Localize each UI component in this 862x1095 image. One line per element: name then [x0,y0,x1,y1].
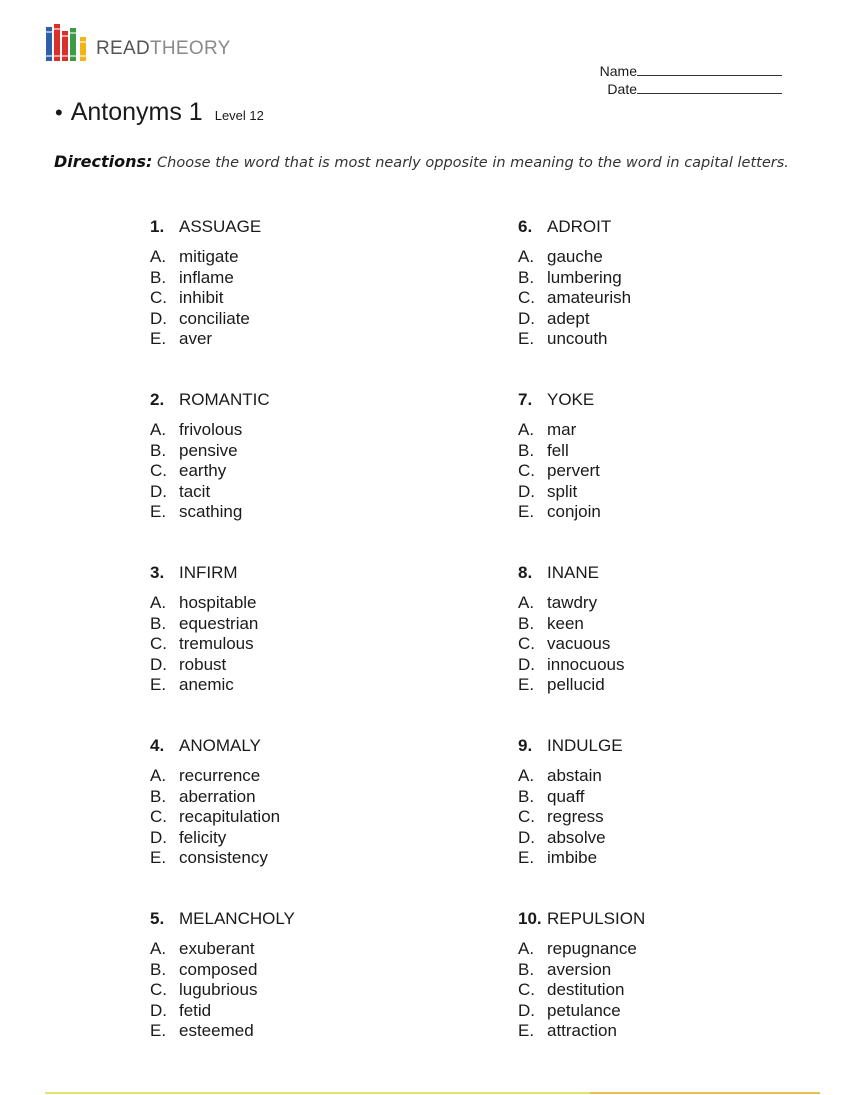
page-title [55,98,264,127]
option-text: earthy [179,461,227,480]
name-field[interactable]: Name [600,62,782,80]
answer-option[interactable] [150,502,450,523]
option-letter: D. [518,481,535,501]
option-text: imbibe [547,848,598,867]
option-text: destitution [547,980,625,999]
option-letter: B. [150,959,167,979]
option-text: fell [547,440,569,460]
option-text: conciliate [179,308,250,328]
option-letter: D. [150,827,167,847]
option-letter: B. [518,267,535,287]
answer-option[interactable] [518,787,818,808]
option-letter: E. [518,329,535,348]
answer-option[interactable] [150,614,450,635]
answer-option[interactable] [518,960,818,981]
answer-option[interactable] [150,828,450,849]
answer-option[interactable] [150,848,450,869]
answer-option[interactable] [518,420,818,441]
answer-option[interactable] [150,1001,450,1022]
question-word: INANE [547,563,599,582]
option-letter: E. [518,848,535,867]
option-text: mitigate [179,247,239,266]
option-text: split [547,481,578,501]
answer-option[interactable] [150,655,450,676]
question-word: ANOMALY [179,736,261,755]
answer-option[interactable] [518,288,818,309]
question-block [518,735,818,908]
answer-option[interactable] [150,329,450,350]
option-letter: C. [518,807,535,826]
question-word: ROMANTIC [179,390,270,409]
answer-option[interactable] [150,593,450,614]
option-text: innocuous [547,654,625,674]
option-letter: B. [518,440,535,460]
option-text: composed [179,959,258,979]
option-letter: B. [518,613,535,633]
option-letter: C. [150,288,167,307]
readtheory-logo [46,24,231,61]
option-text: inhibit [179,288,224,307]
name-date-fields [600,62,782,98]
option-letter: A. [150,766,167,785]
option-letter: A. [518,939,535,958]
option-text: petulance [547,1000,621,1020]
question-number: 3. [150,563,165,582]
option-letter: B. [518,959,535,979]
answer-option[interactable] [518,807,818,828]
question-number: 10. [518,909,542,928]
answer-option[interactable] [518,1001,818,1022]
answer-option[interactable] [150,960,450,981]
question-word: ADROIT [547,217,612,236]
option-text: adept [547,308,590,328]
question-number: 9. [518,736,533,755]
option-letter: E. [150,848,167,867]
title-bullet: • [55,100,63,125]
question-word: REPULSION [547,909,646,928]
option-letter: D. [518,308,535,328]
answer-option[interactable] [150,461,450,482]
answer-option[interactable] [518,268,818,289]
answer-option[interactable] [518,675,818,696]
option-text: keen [547,613,584,633]
answer-option[interactable] [150,441,450,462]
option-letter: C. [150,634,167,653]
option-text: absolve [547,827,606,847]
question-number: 4. [150,736,165,755]
option-letter: E. [150,1021,167,1040]
option-letter: A. [150,593,167,612]
option-letter: E. [518,502,535,521]
answer-option[interactable] [518,939,818,960]
option-letter: E. [518,1021,535,1040]
question-header [518,908,818,930]
option-letter: C. [518,288,535,307]
footer-divider [45,1092,820,1094]
books-logo-icon [46,24,86,61]
question-number: 2. [150,390,165,409]
question-header [150,389,450,411]
option-text: repugnance [547,939,637,958]
answer-option[interactable] [150,420,450,441]
option-text: equestrian [179,613,259,633]
option-letter: E. [150,675,167,694]
answer-option[interactable] [150,807,450,828]
option-text: fetid [179,1000,212,1020]
question-block [150,735,450,908]
question-block [150,216,450,389]
answer-option[interactable] [518,1021,818,1042]
answer-option[interactable] [150,309,450,330]
option-text: consistency [179,848,268,867]
question-block [518,216,818,389]
answer-option[interactable] [518,980,818,1001]
option-text: frivolous [179,420,243,439]
option-letter: A. [150,420,167,439]
date-field[interactable]: Date [600,80,782,98]
question-number: 1. [150,217,165,236]
option-text: attraction [547,1021,617,1040]
option-letter: D. [150,308,167,328]
question-block [150,389,450,562]
option-text: tawdry [547,593,598,612]
question-number: 8. [518,563,533,582]
question-header [150,735,450,757]
option-letter: D. [518,654,535,674]
option-text: pellucid [547,675,605,694]
answer-option[interactable] [518,655,818,676]
option-letter: A. [518,247,535,266]
answer-option[interactable] [150,675,450,696]
option-letter: B. [150,440,167,460]
answer-option[interactable] [150,268,450,289]
option-text: exuberant [179,939,255,958]
title-text: Antonyms 1 [70,98,203,126]
answer-option[interactable] [150,1021,450,1042]
option-letter: C. [150,461,167,480]
answer-option[interactable] [150,247,450,268]
option-letter: E. [518,675,535,694]
answer-option[interactable] [518,593,818,614]
question-number: 7. [518,390,533,409]
question-block [518,389,818,562]
answer-option[interactable] [518,482,818,503]
option-text: gauche [547,247,603,266]
option-text: aver [179,329,213,348]
option-letter: A. [518,420,535,439]
option-text: aberration [179,786,256,806]
question-word: YOKE [547,390,595,409]
option-letter: C. [150,807,167,826]
option-letter: C. [518,980,535,999]
option-letter: D. [150,1000,167,1020]
question-word: INFIRM [179,563,238,582]
question-number: 5. [150,909,165,928]
option-text: tacit [179,481,211,501]
question-header [150,908,450,930]
question-header [518,216,818,238]
answer-option[interactable] [150,980,450,1001]
question-header [518,389,818,411]
question-block [150,908,450,1081]
option-text: scathing [179,502,243,521]
option-text: lumbering [547,267,622,287]
answer-option[interactable] [518,614,818,635]
question-block [518,908,818,1081]
option-text: inflame [179,267,234,287]
option-letter: B. [150,613,167,633]
option-letter: D. [150,481,167,501]
option-text: robust [179,654,227,674]
option-letter: A. [150,247,167,266]
answer-option[interactable] [518,502,818,523]
logo-text: READTHEORY [96,38,231,59]
directions [54,152,789,171]
questions-right-column [518,216,818,1081]
option-letter: E. [150,329,167,348]
answer-option[interactable] [150,288,450,309]
option-text: esteemed [179,1021,254,1040]
option-text: quaff [547,786,585,806]
option-letter: A. [518,766,535,785]
option-text: hospitable [179,593,257,612]
option-letter: E. [150,502,167,521]
option-text: amateurish [547,288,632,307]
option-text: conjoin [547,502,601,521]
option-text: mar [547,420,577,439]
option-text: aversion [547,959,612,979]
question-header [150,216,450,238]
option-letter: C. [150,980,167,999]
option-letter: B. [518,786,535,806]
answer-option[interactable] [518,766,818,787]
answer-option[interactable] [518,461,818,482]
question-block [518,562,818,735]
option-letter: A. [518,593,535,612]
option-text: felicity [179,827,227,847]
questions-left-column [150,216,450,1081]
level-label: Level 12 [214,108,264,123]
option-letter: B. [150,786,167,806]
answer-option[interactable] [150,766,450,787]
option-text: tremulous [179,634,254,653]
option-letter: A. [150,939,167,958]
answer-option[interactable] [518,441,818,462]
answer-option[interactable] [150,939,450,960]
answer-option[interactable] [518,634,818,655]
question-number: 6. [518,217,533,236]
answer-option[interactable] [150,787,450,808]
option-text: recurrence [179,766,261,785]
option-text: pervert [547,461,600,480]
option-letter: D. [150,654,167,674]
question-block [150,562,450,735]
option-text: lugubrious [179,980,258,999]
option-letter: D. [518,1000,535,1020]
answer-option[interactable] [518,329,818,350]
answer-option[interactable] [518,309,818,330]
question-word: MELANCHOLY [179,909,295,928]
directions-text: Choose the word that is most nearly opposite in meaning to the word in capital letters. [157,155,789,171]
option-text: recapitulation [179,807,281,826]
question-header [518,735,818,757]
option-text: uncouth [547,329,608,348]
option-letter: B. [150,267,167,287]
option-text: vacuous [547,634,611,653]
question-word: ASSUAGE [179,217,262,236]
option-letter: D. [518,827,535,847]
question-header [150,562,450,584]
answer-option[interactable] [150,482,450,503]
option-text: regress [547,807,604,826]
option-text: abstain [547,766,602,785]
answer-option[interactable] [150,634,450,655]
option-letter: C. [518,634,535,653]
option-text: anemic [179,675,234,694]
directions-label: Directions: [54,152,153,171]
answer-option[interactable] [518,848,818,869]
answer-option[interactable] [518,828,818,849]
question-word: INDULGE [547,736,623,755]
option-text: pensive [179,440,238,460]
answer-option[interactable] [518,247,818,268]
question-header [518,562,818,584]
option-letter: C. [518,461,535,480]
